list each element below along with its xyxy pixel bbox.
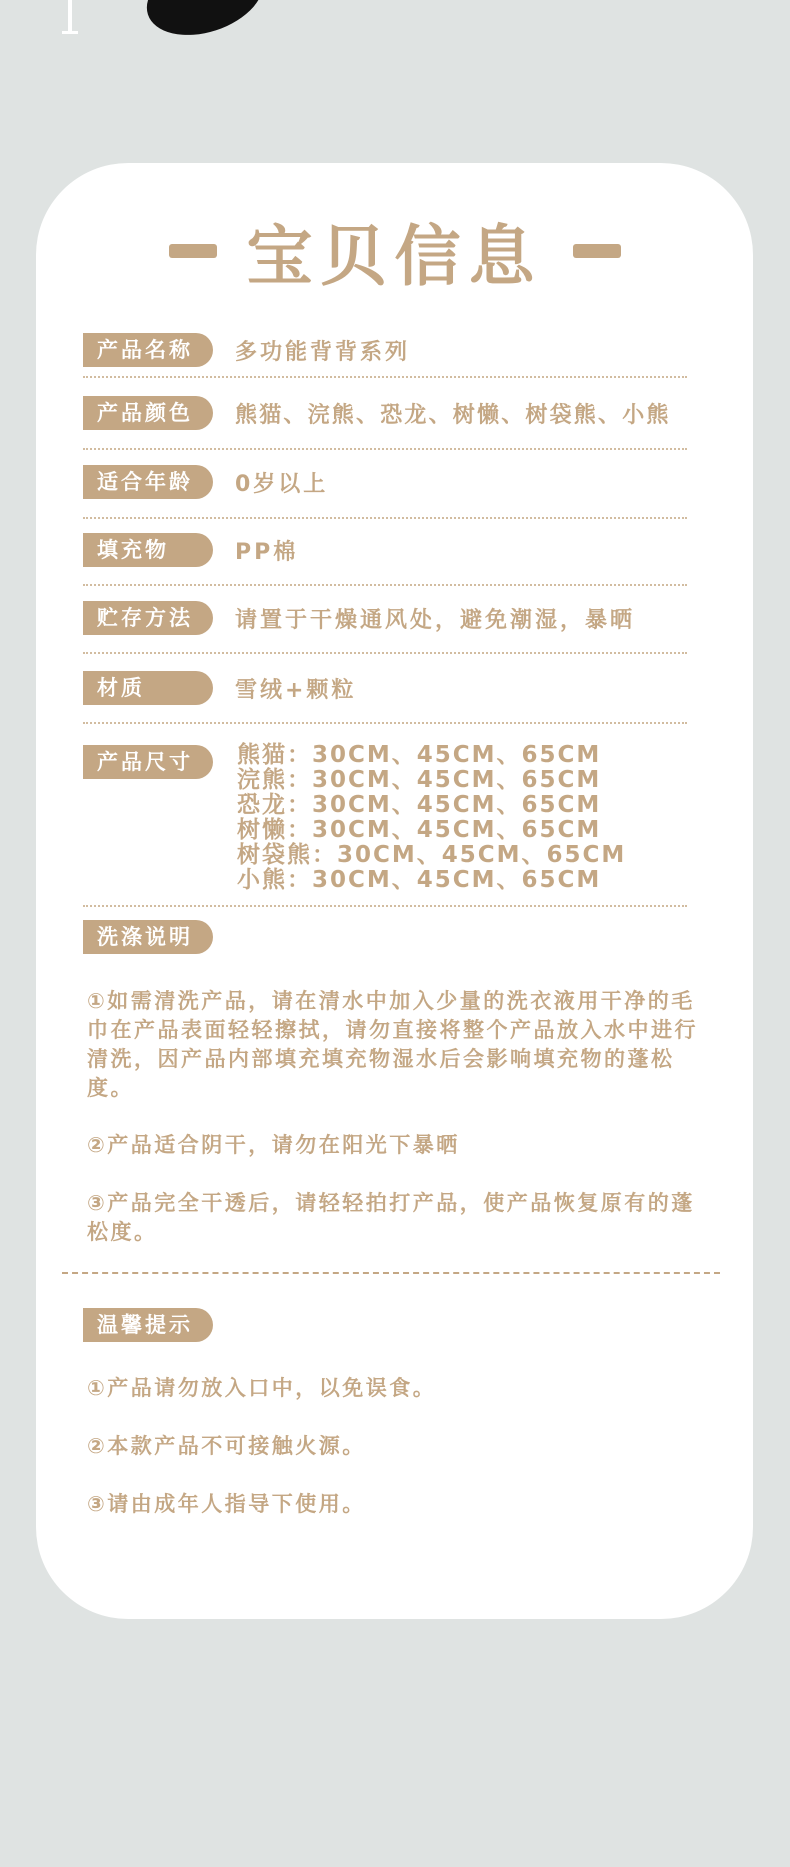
- dotted-divider: [83, 652, 687, 654]
- spec-value: 雪绒+颗粒: [235, 678, 357, 703]
- spec-label: 适合年龄: [83, 465, 213, 499]
- tip-item-2: ②本款产品不可接触火源。: [87, 1434, 366, 1458]
- spec-value: PP棉: [235, 540, 299, 565]
- dotted-divider: [83, 584, 687, 586]
- decorative-line: [68, 0, 72, 34]
- spec-value: 熊猫、浣熊、恐龙、树懒、树袋熊、小熊: [235, 403, 671, 428]
- dotted-divider: [83, 448, 687, 450]
- section-label: 洗涤说明: [83, 920, 213, 954]
- spec-label: 材质: [83, 671, 213, 705]
- dotted-divider: [83, 722, 687, 724]
- spec-label: 贮存方法: [83, 601, 213, 635]
- spec-label: 产品尺寸: [83, 745, 213, 779]
- size-line: 树袋熊：30CM、45CM、65CM: [237, 842, 627, 868]
- size-line: 熊猫：30CM、45CM、65CM: [237, 742, 602, 768]
- title-dash-right: [573, 244, 621, 258]
- spec-label: 填充物: [83, 533, 213, 567]
- decorative-black-shape: [137, 0, 273, 49]
- spec-value: 请置于干燥通风处，避免潮湿，暴晒: [235, 608, 636, 633]
- dotted-divider: [83, 376, 687, 378]
- spec-label: 产品颜色: [83, 396, 213, 430]
- spec-value: 多功能背背系列: [235, 340, 411, 365]
- size-line: 树懒：30CM、45CM、65CM: [237, 817, 602, 843]
- spec-value: 0岁以上: [235, 472, 329, 497]
- tip-item-1: ①产品请勿放入口中，以免误食。: [87, 1376, 437, 1400]
- size-list: [237, 743, 626, 893]
- washing-instruction-1: ①如需清洗产品，请在清水中加入少量的洗衣液用干净的毛巾在产品表面轻轻擦拭，请勿直接将整个产品放入水中进行清洗，因产品内部填充填充物湿水后会影响填充物的蓬松度。: [87, 989, 698, 1100]
- washing-instruction-3: ③产品完全干透后，请轻轻拍打产品，使产品恢复原有的蓬松度。: [87, 1191, 695, 1244]
- dotted-divider: [83, 517, 687, 519]
- size-line: 浣熊：30CM、45CM、65CM: [237, 767, 602, 793]
- dotted-divider: [83, 905, 687, 907]
- dashed-divider: [62, 1272, 720, 1274]
- spec-label: 产品名称: [83, 333, 213, 367]
- size-line: 恐龙：30CM、45CM、65CM: [237, 792, 602, 818]
- page-title: 宝贝信息: [246, 218, 543, 295]
- size-line: 小熊：30CM、45CM、65CM: [237, 867, 602, 893]
- washing-instruction-2: ②产品适合阴干，请勿在阳光下暴晒: [87, 1133, 460, 1157]
- section-label: 温馨提示: [83, 1308, 213, 1342]
- card-header: [36, 203, 753, 298]
- tip-item-3: ③请由成年人指导下使用。: [87, 1492, 366, 1516]
- product-info-card: [36, 163, 753, 1619]
- title-dash-left: [169, 244, 217, 258]
